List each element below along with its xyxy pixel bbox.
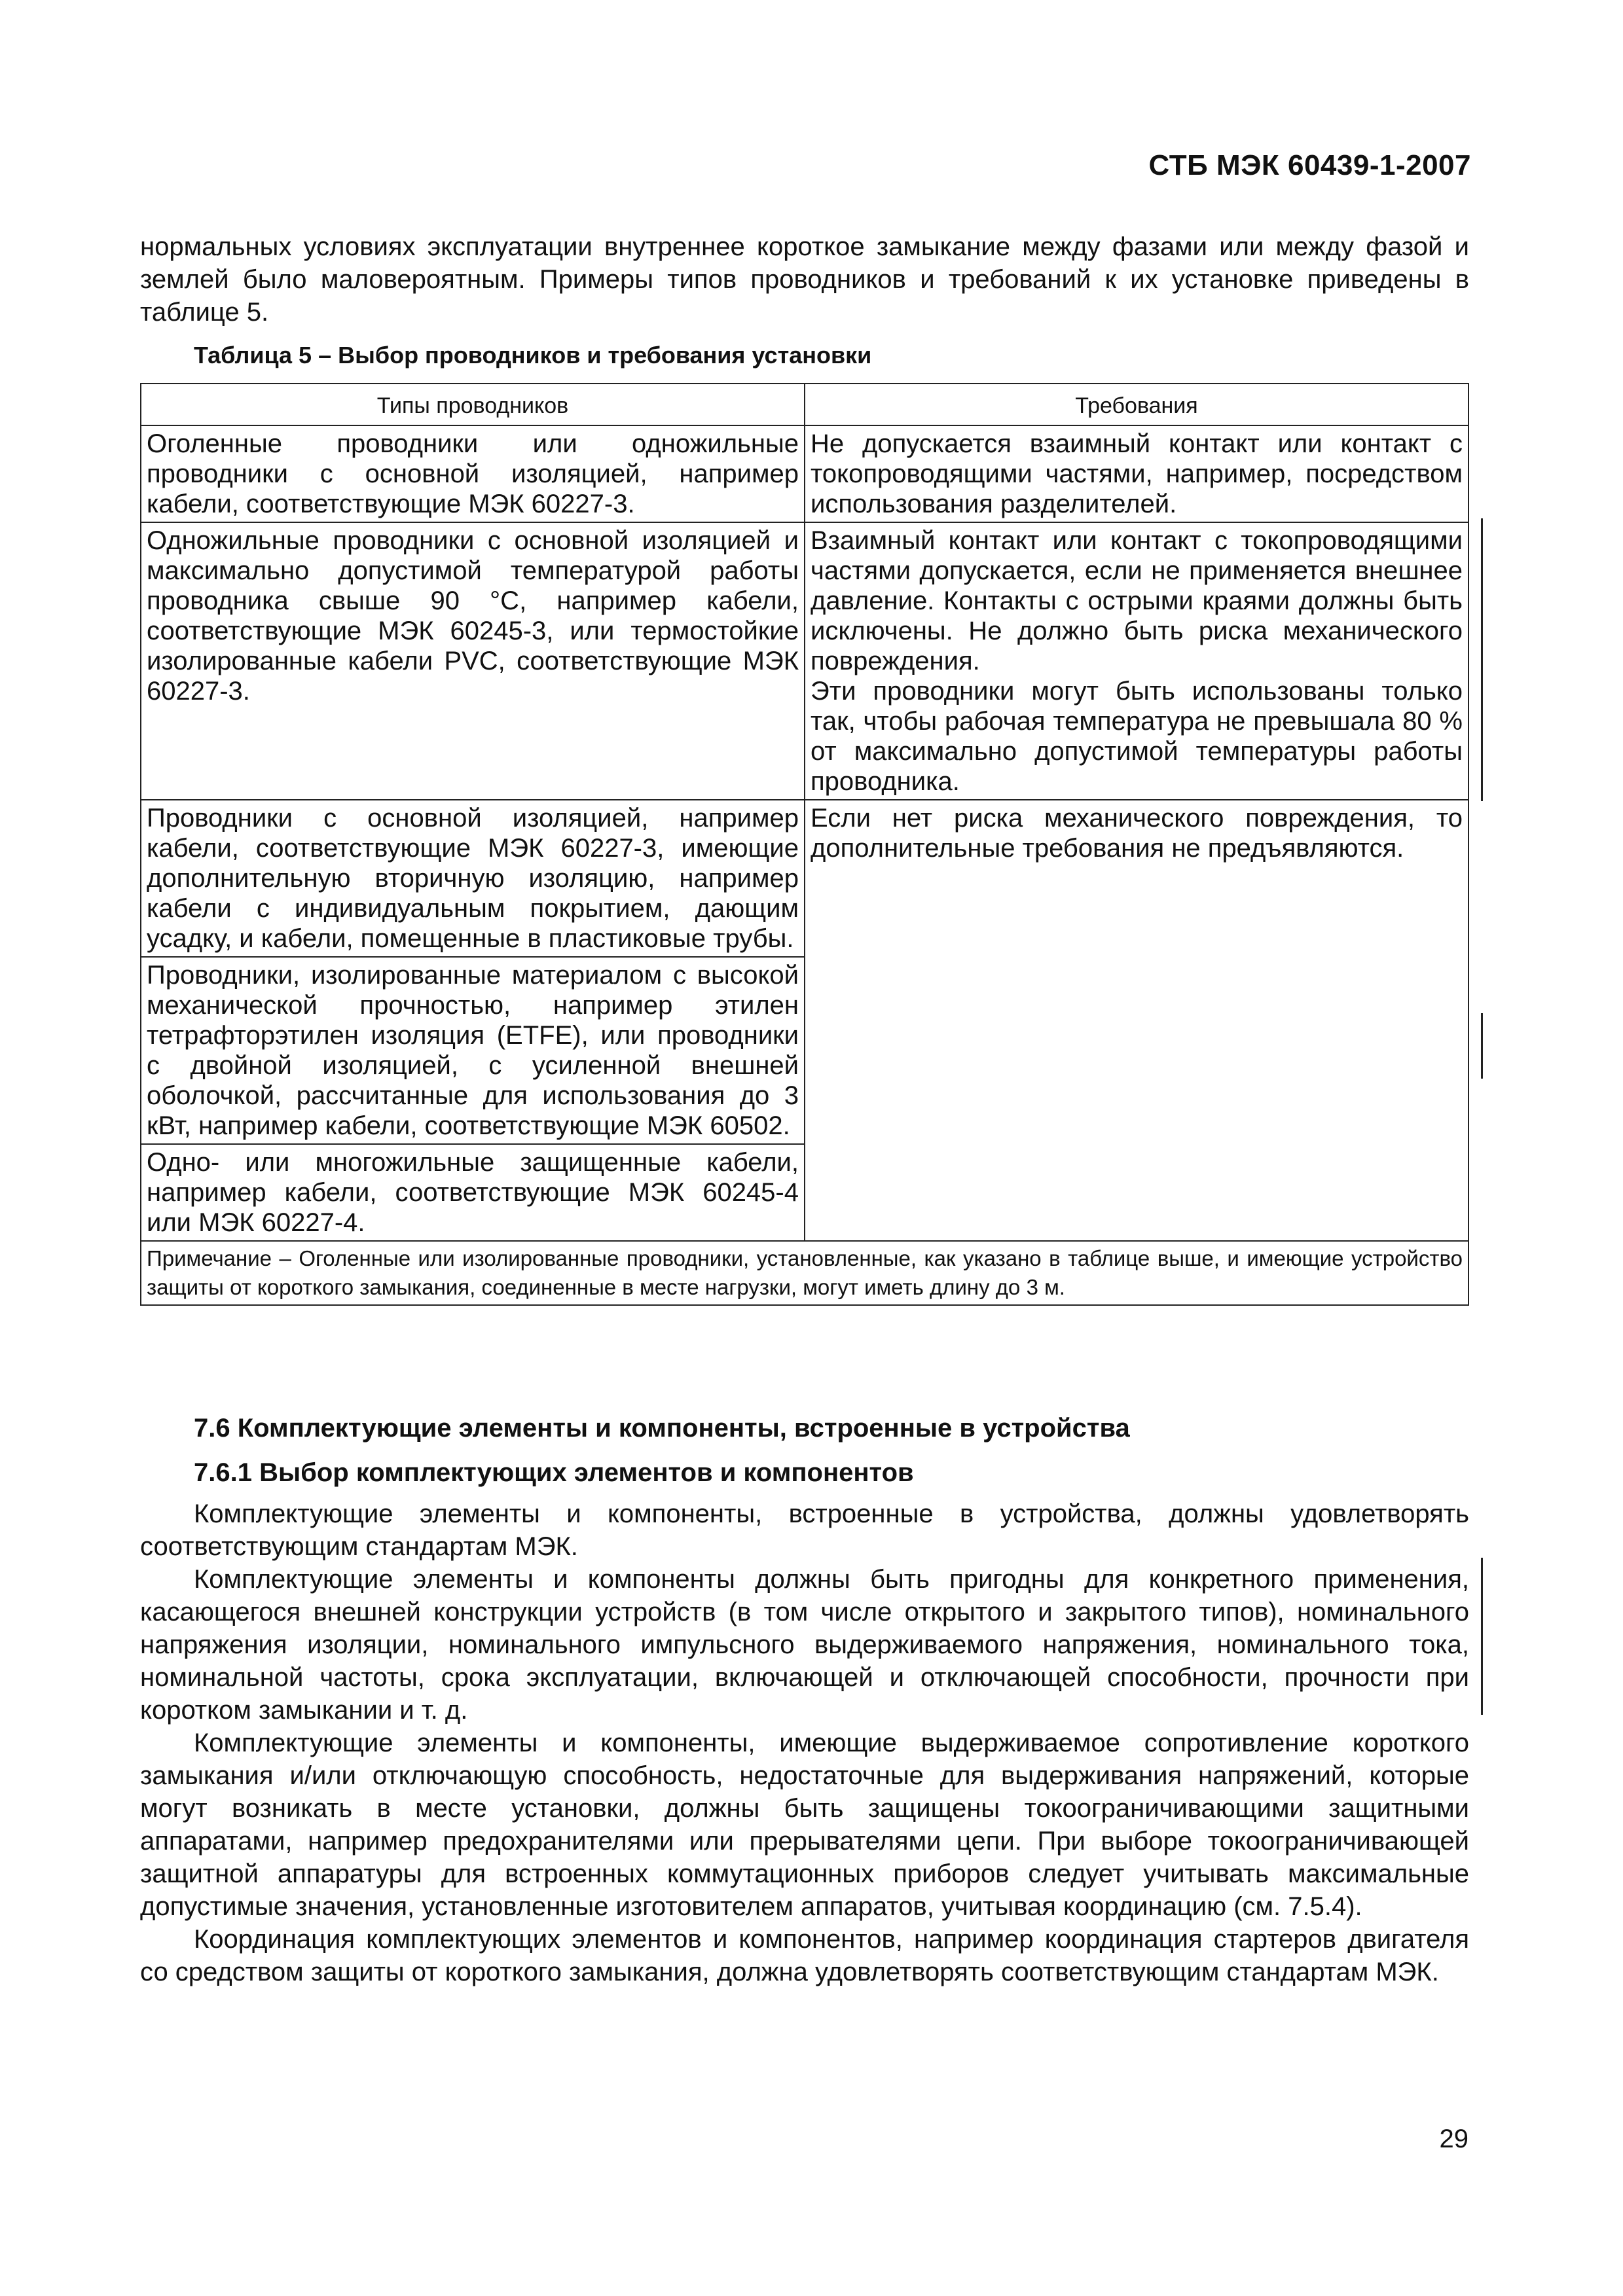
conductor-type-cell: Проводники с основной изоляцией, например кабели, соответствующие МЭК 60227-3, имеющие дополнительную вторичную изоляцию, например кабели с индивидуальным покрытием, дающим усадку, и кабели, помещенные в пластиковые трубы.: [141, 800, 805, 957]
conductor-type-cell: Проводники, изолированные материалом с высокой механической прочностью, например этилен тетрафторэтилен изоляция (ETFE), или проводники с двойной изоляцией, с усиленной внешней оболочкой, рассчитанные для использования до 3 кВт, например кабели, соответствующие МЭК 60502.: [141, 957, 805, 1144]
requirement-cell: [805, 522, 1468, 800]
intro-paragraph: нормальных условиях эксплуатации внутреннее короткое замыкание между фазами или между фазой и землей было маловероятным. Примеры типов проводников и требований к их установке приведены в таблице 5.: [140, 232, 1469, 327]
table-row: [141, 800, 1468, 957]
conductor-selection-table: [140, 383, 1469, 1306]
body-paragraph: Комплектующие элементы и компоненты, имеющие выдерживаемое сопротивление короткого замыкания и/или отключающую способность, недостаточные для выдерживания напряжений, которые могут возникать в месте установки, должны быть защищены токоограничивающими защитными аппаратами, например предохранителями или прерывателями цепи. При выборе токоограничивающей защитной аппаратуры для встроенных коммутационных приборов следует учитывать максимальные допустимые значения, установленные изготовителем аппаратов, учитывая координацию (см. 7.5.4).: [140, 1729, 1469, 1921]
body-paragraph: Комплектующие элементы и компоненты, встроенные в устройства, должны удовлетворять соответствующим стандартам МЭК.: [140, 1499, 1469, 1561]
column-header-requirements: Требования: [805, 384, 1468, 425]
table-caption: Таблица 5 – Выбор проводников и требования установки: [194, 342, 872, 368]
body-paragraph: Координация комплектующих элементов и компонентов, например координация стартеров двигателя со средством защиты от короткого замыкания, должна удовлетворять соответствующим стандартам МЭК.: [140, 1925, 1469, 1986]
table-header-row: [141, 384, 1468, 425]
standard-id: СТБ МЭК 60439-1-2007: [1148, 149, 1471, 181]
section-heading-7-6-1: 7.6.1 Выбор комплектующих элементов и компонентов: [194, 1458, 914, 1487]
conductor-type-cell: Одножильные проводники с основной изоляцией и максимально допустимой температурой работы проводника свыше 90 °С, например кабели, соответствующие МЭК 60245-3, или термостойкие изолированные кабели PVC, соответствующие МЭК 60227-3.: [141, 522, 805, 800]
conductor-type-cell: Оголенные проводники или одножильные проводники с основной изоляцией, например кабели, соответствующие МЭК 60227-3.: [141, 425, 805, 522]
table-note: Примечание – Оголенные или изолированные проводники, установленные, как указано в таблице выше, и имеющие устройство защиты от короткого замыкания, соединенные в месте нагрузки, могут иметь длину до 3 м.: [141, 1241, 1468, 1305]
table-row: [141, 425, 1468, 522]
revision-bar: [1481, 518, 1483, 801]
body-paragraph: Комплектующие элементы и компоненты должны быть пригодны для конкретного применения, касающегося внешней конструкции устройств (в том числе открытого и закрытого типов), номинального напряжения изоляции, номинального импульсного выдерживаемого напряжения, номинального тока, номинальной частоты, срока эксплуатации, включающей и отключающей способности, прочности при коротком замыкании и т. д.: [140, 1565, 1469, 1725]
table-note-row: [141, 1241, 1468, 1305]
column-header-types: Типы проводников: [141, 384, 805, 425]
table-row: [141, 522, 1468, 800]
requirement-cell: Не допускается взаимный контакт или контакт с токопроводящими частями, например, посредством использования разделителей.: [805, 425, 1468, 522]
section-heading-7-6: 7.6 Комплектующие элементы и компоненты, встроенные в устройства: [194, 1414, 1130, 1443]
section-body: [140, 1498, 1469, 1988]
requirement-text-2: Эти проводники могут быть использованы только так, чтобы рабочая температура не превышала 80 % от максимально допустимой температуры работы проводника.: [811, 677, 1463, 796]
page-number: 29: [1439, 2125, 1468, 2153]
revision-bar: [1481, 1013, 1483, 1079]
merged-requirement-cell: Если нет риска механического повреждения, то дополнительные требования не предъявляются.: [805, 800, 1468, 1241]
requirement-text: Взаимный контакт или контакт с токопроводящими частями допускается, если не применяется внешнее давление. Контакты с острыми краями должны быть исключены. Не должно быть риска механического повреждения.: [811, 526, 1463, 675]
conductor-type-cell: Одно- или многожильные защищенные кабели, например кабели, соответствующие МЭК 60245-4 или МЭК 60227-4.: [141, 1144, 805, 1241]
revision-bar: [1481, 1558, 1483, 1715]
